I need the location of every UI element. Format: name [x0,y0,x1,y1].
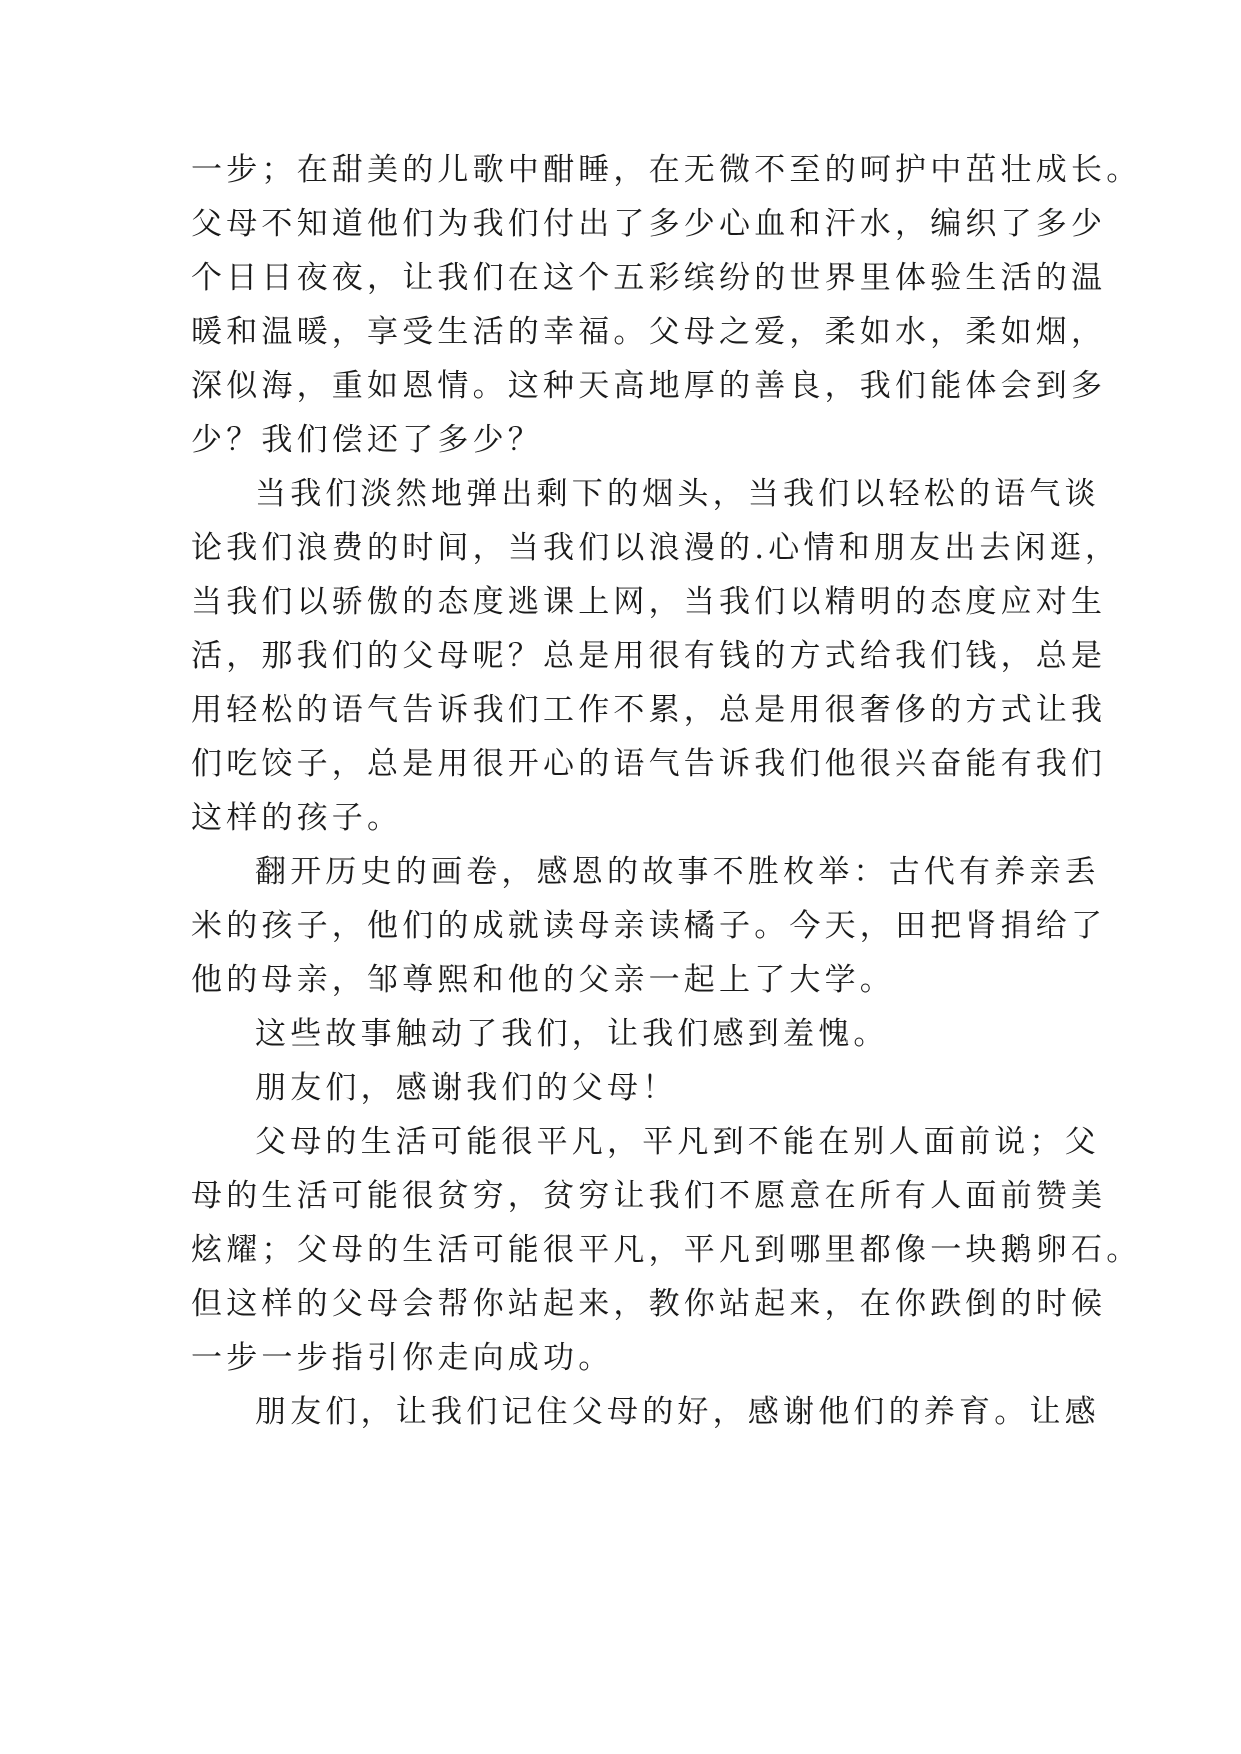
text-line: 父母不知道他们为我们付出了多少心血和汗水，编织了多少 [191,206,1107,242]
paragraph-first-line: 这些故事触动了我们，让我们感到羞愧。 [255,1016,889,1052]
text-line: 暖和温暖，享受生活的幸福。父母之爱，柔如水，柔如烟， [191,314,1107,350]
text-line: 论我们浪费的时间，当我们以浪漫的.心情和朋友出去闲逛， [191,530,1121,566]
text-line: 母的生活可能很贫穷，贫穷让我们不愿意在所有人面前赞美 [191,1178,1107,1214]
paragraph-first-line: 父母的生活可能很平凡，平凡到不能在别人面前说；父 [255,1124,1100,1160]
text-line: 但这样的父母会帮你站起来，教你站起来，在你跌倒的时候 [191,1286,1107,1322]
paragraph-first-line: 当我们淡然地弹出剩下的烟头，当我们以轻松的语气谈 [255,476,1100,512]
text-line: 活，那我们的父母呢？总是用很有钱的方式给我们钱，总是 [191,638,1107,674]
text-line: 当我们以骄傲的态度逃课上网，当我们以精明的态度应对生 [191,584,1107,620]
text-line: 们吃饺子，总是用很开心的语气告诉我们他很兴奋能有我们 [191,746,1107,782]
text-line: 深似海，重如恩情。这种天高地厚的善良，我们能体会到多 [191,368,1107,404]
text-line: 用轻松的语气告诉我们工作不累，总是用很奢侈的方式让我 [191,692,1107,728]
paragraph-first-line: 朋友们，感谢我们的父母！ [255,1070,678,1106]
text-line: 一步一步指引你走向成功。 [191,1340,614,1376]
text-line: 他的母亲，邹尊熙和他的父亲一起上了大学。 [191,962,895,998]
text-line: 炫耀；父母的生活可能很平凡，平凡到哪里都像一块鹅卵石。 [191,1232,1142,1268]
text-line: 少？我们偿还了多少？ [191,422,543,458]
text-line: 这样的孩子。 [191,800,403,836]
paragraph-first-line: 翻开历史的画卷，感恩的故事不胜枚举：古代有养亲丢 [255,854,1100,890]
paragraph-first-line: 朋友们，让我们记住父母的好，感谢他们的养育。让感 [255,1394,1100,1430]
text-line: 一步；在甜美的儿歌中酣睡，在无微不至的呵护中茁壮成长。 [191,152,1142,188]
text-line: 米的孩子，他们的成就读母亲读橘子。今天，田把肾捐给了 [191,908,1107,944]
text-line: 个日日夜夜，让我们在这个五彩缤纷的世界里体验生活的温 [191,260,1107,296]
